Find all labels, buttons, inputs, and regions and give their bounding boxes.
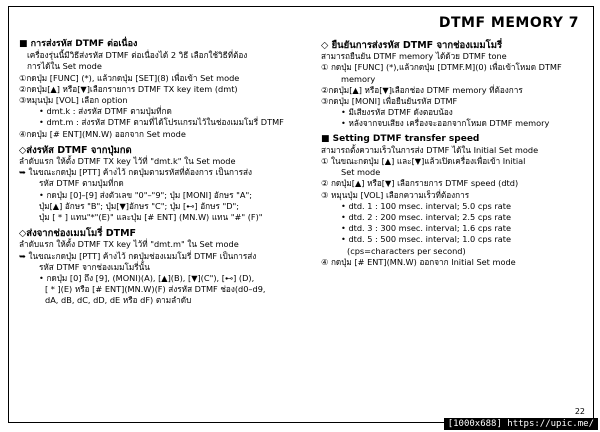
right-text-line: ◇ ยืนยันการส่งรหัส DTMF จากช่องเมมโมรี่ — [321, 40, 503, 51]
right-text-line: ① ในขณะกดปุ่ม [▲] และ[▼]แล้วเปิดเครื่องเพื่อเข้า Initial — [321, 156, 526, 167]
left-text-line: ③หมุนปุ่ม [VOL] เลือก option — [19, 95, 128, 106]
right-text-line: ④ กดปุ่ม [# ENT](MN.W) ออกจาก Initial Set mode — [321, 256, 516, 267]
left-text-line: การได้ใน Set mode — [27, 61, 102, 72]
manual-page — [8, 6, 594, 407]
left-column — [19, 35, 305, 307]
right-text-line: • dtd. 1 : 100 msec. interval; 5.0 cps rate — [321, 201, 586, 212]
right-text-line: • มีเสียงรหัส DTMF ดังตอบน้อง — [321, 107, 586, 118]
left-text-line: รหัส DTMF ตามปุ่มที่กด — [39, 178, 124, 189]
right-text-line: สามารถตั้งความเร็วในการส่ง DTMF ได้ใน Initial Set mode — [321, 144, 539, 155]
left-text-line: ④กดปุ่ม [# ENT](MN.W) ออกจาก Set mode — [19, 128, 186, 139]
left-text-line: ลำดับแรก ให้ตั้ง DTMF TX key ไว้ที่ "dmt.m" ใน Set mode — [19, 239, 239, 250]
right-text-line: • dtd. 5 : 500 msec. interval; 1.0 cps rate — [321, 234, 586, 245]
right-text-line: (cps=characters per second) — [347, 245, 466, 256]
left-text-line: ①กดปุ่ม [FUNC] (*), แล้วกดปุ่ม [SET](8) เพื่อเข้า Set mode — [19, 72, 240, 83]
right-text-line: ③ หมุนปุ่ม [VOL] เลือกความเร็วที่ต้องการ — [321, 189, 470, 200]
left-text-line: รหัส DTMF จากช่องเมมโมรี่นั้น — [39, 261, 150, 272]
left-text-line: เครื่องรุ่นนี้มีวิธีส่งรหัส DTMF ต่อเนื่องได้ 2 วิธี เลือกใช้วิธีที่ต้อง — [27, 50, 248, 61]
right-text-line: • dtd. 2 : 200 msec. interval; 2.5 cps rate — [321, 212, 586, 223]
left-text-line: • กดปุ่ม [0] ถึง [9], (MONI)(A), [▲](B), [▼](C"), [⊷] (D), — [19, 273, 305, 284]
right-text-line: ③กดปุ่ม [MONI] เพื่อยืนยันรหัส DTMF — [321, 96, 458, 107]
right-text-line: • dtd. 3 : 300 msec. interval; 1.6 cps rate — [321, 223, 586, 234]
left-text-line: ปุ่ม[▲] อักษร "B"; ปุ่ม[▼]อักษร "C"; ปุ่ม [⊷] อักษร "D"; — [39, 200, 240, 211]
left-text-line: dA, dB, dC, dD, dE หรือ dF) ตามลำดับ — [45, 295, 192, 306]
right-text-line: • หลังจากจบเสียง เครื่องจะออกจากโหมด DTMF memory — [321, 118, 586, 129]
left-text-line: ②กดปุ่ม[▲] หรือ[▼]เลือกรายการ DTMF TX key item (dmt) — [19, 83, 238, 94]
right-text-line: ② กดปุ่ม[▲] หรือ[▼] เลือกรายการ DTMF speed (dtd) — [321, 178, 519, 189]
left-text-line: ➥ ในขณะกดปุ่ม [PTT] ค้างไว้ กดปุ่มตามรหัสที่ต้องการ เป็นการส่ง — [19, 167, 305, 178]
left-text-line: ■ การส่งรหัส DTMF ต่อเนื่อง — [19, 39, 138, 49]
left-text-line: ◇ส่งจากช่องเมมโมรี่ DTMF — [19, 228, 137, 240]
left-text-line: • dmt.k : ส่งรหัส DTMF ตามปุ่มที่กด — [19, 106, 305, 117]
left-text-line: [ * ](E) หรือ [# ENT](MN.W)(F) ส่งรหัส DTMF ช่อง(d0–d9, — [45, 284, 266, 295]
right-text-line: สามารถยืนยัน DTMF memory ได้ด้วย DTMF tone — [321, 51, 507, 62]
left-text-line: ➥ ในขณะกดปุ่ม [PTT] ค้างไว้ กดปุ่มช่องเมมโมรี่ DTMF เป็นการส่ง — [19, 251, 305, 262]
image-watermark: [1000x688] https://upic.me/ — [444, 418, 598, 430]
right-text-line: ②กดปุ่ม[▲] หรือ[▼]เลือกช่อง DTMF memory ที่ต้องการ — [321, 84, 523, 95]
right-text-line: ■ Setting DTMF transfer speed — [321, 133, 480, 144]
right-text-line: memory — [341, 73, 376, 84]
left-text-line: ◇ส่งรหัส DTMF จากปุ่มกด — [19, 144, 132, 156]
left-text-line: ปุ่ม [ * ] แทน"*"(E)" และปุ่ม [# ENT] (MN.W) แทน "#" (F)" — [39, 212, 263, 223]
right-text-line: Set mode — [341, 167, 381, 178]
page-header-title: DTMF MEMORY 7 — [438, 15, 579, 31]
right-column — [321, 35, 586, 268]
right-text-line: ① กดปุ่ม [FUNC] (*),แล้วกดปุ่ม [DTMF.M](0) เพื่อเข้าโหมด DTMF — [321, 62, 562, 73]
page-number: 22 — [574, 407, 585, 416]
left-text-line: • กดปุ่ม [0]–[9] ส่งตัวเลข "0"–"9"; ปุ่ม [MONI] อักษร "A"; — [19, 190, 305, 201]
left-text-line: ลำดับแรก ให้ตั้ง DTMF TX key ไว้ที่ "dmt.k" ใน Set mode — [19, 156, 236, 167]
left-text-line: • dmt.m : ส่งรหัส DTMF ตามที่ได้โปรแกรมไว้ในช่องเมมโมรี่ DTMF — [19, 117, 305, 128]
